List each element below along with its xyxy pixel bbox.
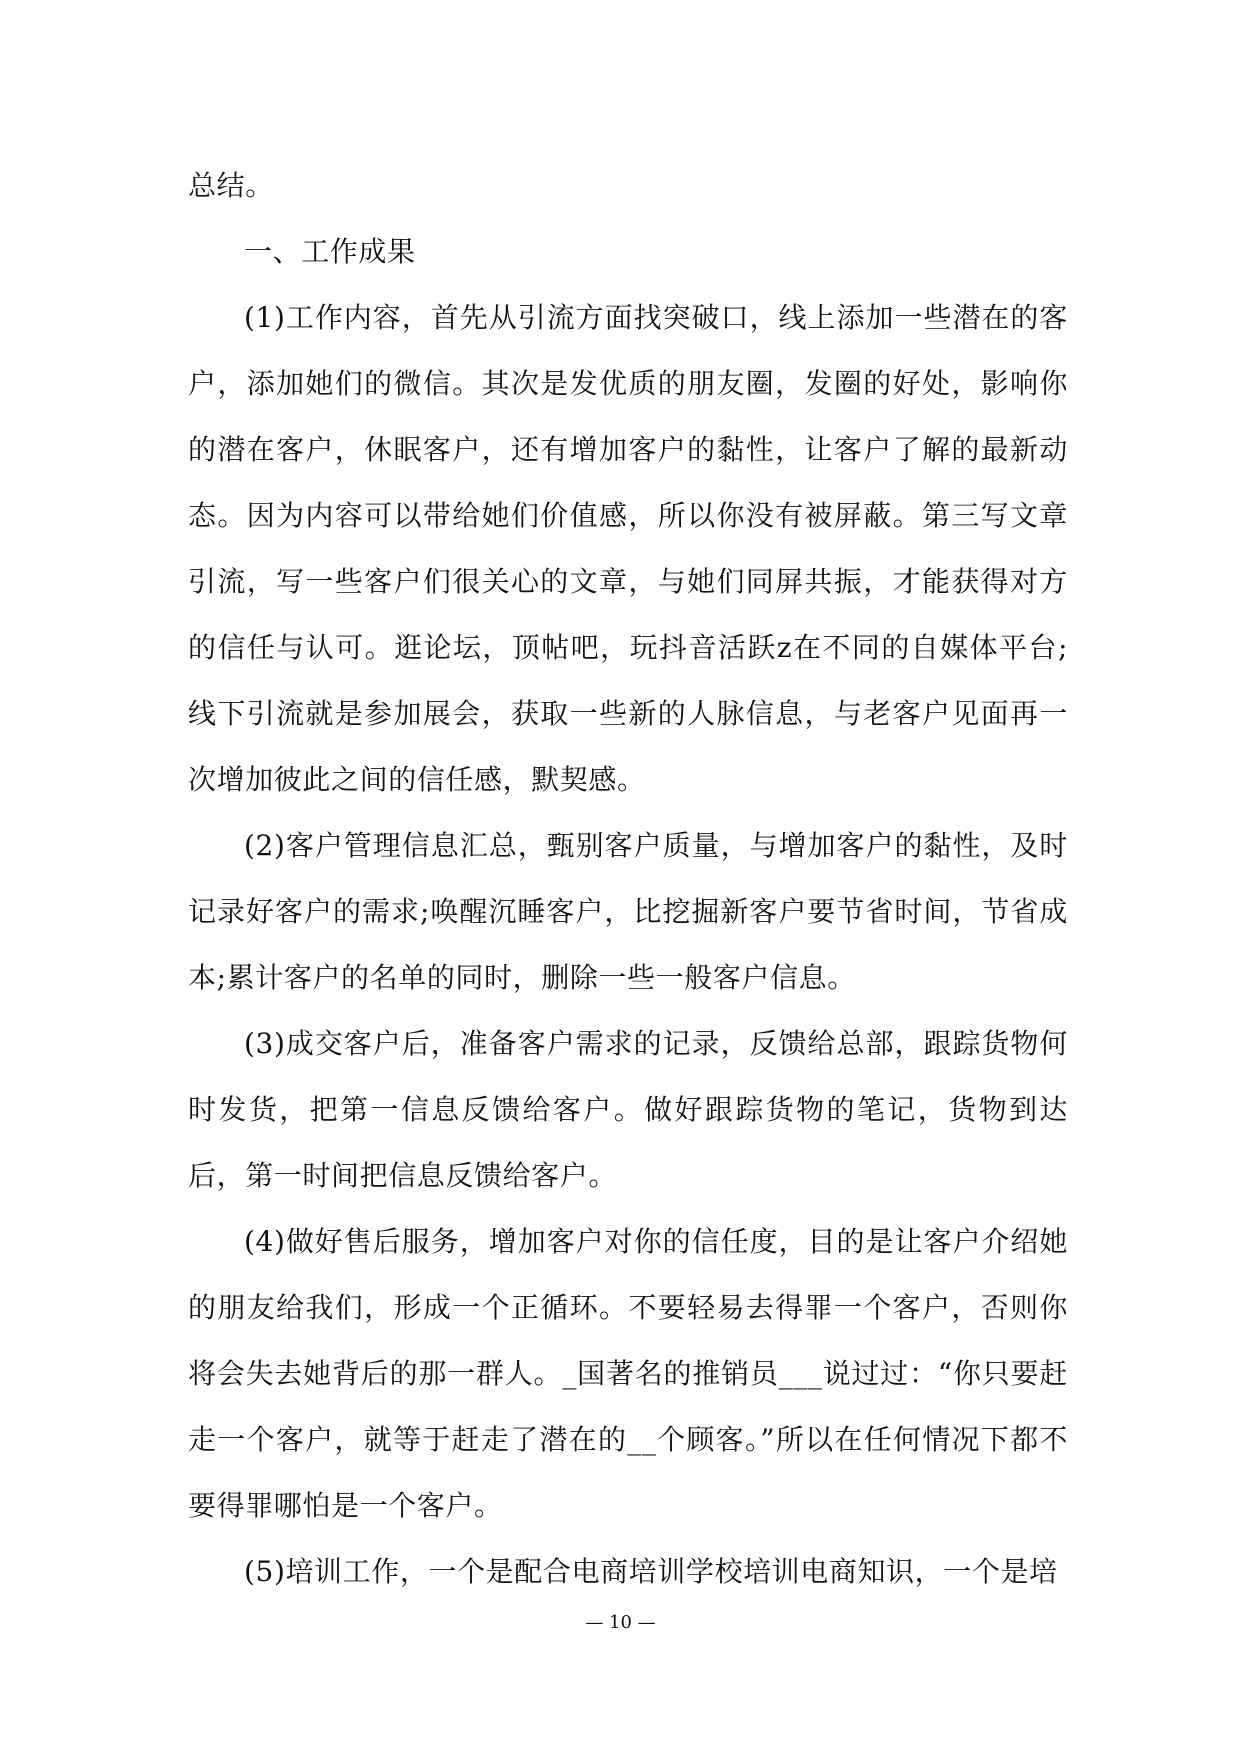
paragraph-summary-end: 总结。 xyxy=(188,169,274,202)
document-body xyxy=(188,153,1068,1605)
section-heading-work-results: 一、工作成果 xyxy=(244,235,416,268)
paragraph-item-2: (2)客户管理信息汇总，甄别客户质量，与增加客户的黏性，及时记录好客户的需求;唤醒沉睡客户，比挖掘新客户要节省时间，节省成本;累计客户的名单的同时，删除一些一般客户信息。 xyxy=(188,829,1068,994)
paragraph-item-3: (3)成交客户后，准备客户需求的记录，反馈给总部，跟踪货物何时发货，把第一信息反馈给客户。做好跟踪货物的笔记，货物到达后，第一时间把信息反馈给客户。 xyxy=(188,1027,1068,1192)
page-number: — 10 — xyxy=(585,1612,656,1633)
paragraph-item-4: (4)做好售后服务，增加客户对你的信任度，目的是让客户介绍她的朋友给我们，形成一个正循环。不要轻易去得罪一个客户，否则你将会失去她背后的那一群人。_国著名的推销员___说过过：“你只要赶走一个客户，就等于赶走了潜在的__个顾客。”所以在任何情况下都不要得罪哪怕是一个客户。 xyxy=(188,1225,1068,1522)
paragraph-item-5: (5)培训工作，一个是配合电商培训学校培训电商知识，一个是培 xyxy=(244,1555,1058,1588)
paragraph-item-1: (1)工作内容，首先从引流方面找突破口，线上添加一些潜在的客户，添加她们的微信。其次是发优质的朋友圈，发圈的好处，影响你的潜在客户，休眠客户，还有增加客户的黏性，让客户了解的最新动态。因为内容可以带给她们价值感，所以你没有被屏蔽。第三写文章引流，写一些客户们很关心的文章，与她们同屏共振，才能获得对方的信任与认可。逛论坛，顶帖吧，玩抖音活跃z在不同的自媒体平台;线下引流就是参加展会，获取一些新的人脉信息，与老客户见面再一次增加彼此之间的信任感，默契感。 xyxy=(188,301,1068,796)
